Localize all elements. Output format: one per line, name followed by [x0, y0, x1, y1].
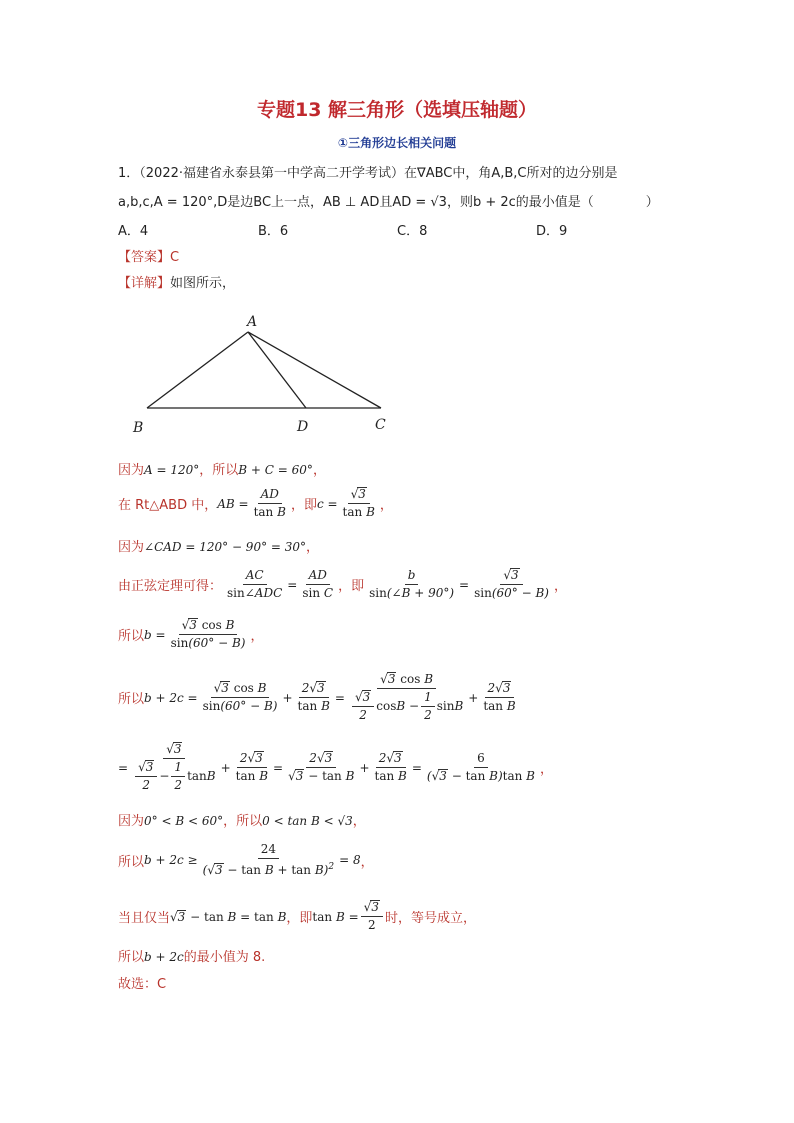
answer-value: C: [170, 250, 180, 265]
segment-ad: [248, 332, 306, 408]
option-a: A．4: [118, 224, 149, 239]
triangle-figure: [125, 305, 405, 440]
option-d: D．9: [536, 224, 568, 239]
option-b: B．6: [258, 224, 289, 239]
answer-label: 【答案】: [118, 250, 171, 265]
solution-line-12: 故选：C: [118, 977, 167, 992]
side-ab: [147, 332, 248, 408]
section-subtitle: ①三角形边长相关问题: [337, 136, 457, 150]
label-c: C: [375, 417, 386, 433]
side-ac: [248, 332, 381, 408]
solution-line-10: 当且仅当 √3 − tan B = tan B ，即 tan B = $\frac{√3}{2}$ 时，等号成立，: [118, 900, 476, 932]
label-d: D: [297, 419, 309, 435]
solution-line-2: 在 Rt△ABD 中， AB = $\frac{AD}{\text{tan B}}$ ，即 c = $\frac{√3}{\text{tan B}}$ ，: [118, 487, 393, 519]
solution-line-4: 由正弦定理可得： $\frac{AC}{\text{sin∠ADC}}$ = $\frac{AD}{\text{sin C}}$ ，即 $\frac{b}{\sin(\angle B + 90^\circ)}$ = $\frac{√3}{\sin(60^\circ - B)}$ ，: [118, 568, 567, 600]
question-line-2: a,b,c,A = 120°,D是边BC上一点，AB ⊥ AD且AD = √3，则b + 2c的最小值是（ ）: [118, 195, 659, 210]
solution-line-7: = √3 $\frac{√3}{2}$ − $\frac{1}{2}$ tan B + $\frac{2√3}{\text{tan B}}$ = $\frac{2√3}{\text{√3 − tan B}}$ + $\frac{2√3}{\text{tan B}}$ = $\frac{6}{\text{(√3 − tan B)tan B}}$ ，: [118, 742, 554, 792]
detail-text: 如图所示，: [170, 276, 236, 291]
option-c: C．8: [397, 224, 428, 239]
question-number: 1．: [118, 166, 140, 181]
solution-line-8: 因为0° < B < 60°，所以0 < tan B < √3，: [118, 814, 366, 829]
solution-line-11: 所以b + 2c的最小值为 8.: [118, 950, 266, 965]
question-line-1: [118, 162, 618, 181]
solution-line-3: 因为∠CAD = 120° − 90° = 30°，: [118, 540, 320, 555]
solution-line-9: 所以 b + 2c ≥ $\frac{24}{(√3 - \tan B + \tan B)^2}$ = 8 ，: [118, 842, 374, 877]
solution-line-6: 所以 b + 2c = $\frac{\text{√3 cos B}}{\sin(60^\circ - B)}$ + $\frac{2√3}{\text{tan B}}$ = √3 cos B $\frac{√3}{2}$ cos B − $\frac{1}{2}$ sin B + $\frac{2√3}{\text{tan B}}$: [118, 672, 516, 722]
question-text-1: 在∇ABC中，角A,B,C所对的边分别是: [404, 166, 618, 181]
detail-label: 【详解】: [118, 276, 171, 291]
page-title: 专题13 解三角形（选填压轴题）: [256, 99, 538, 121]
answer-line: [118, 246, 179, 265]
solution-line-5: 所以 b = $\frac{\text{√3 cos B}}{\sin(60^\circ - B)}$ ，: [118, 618, 264, 650]
label-b: B: [133, 420, 144, 436]
label-a: A: [247, 314, 258, 330]
solution-line-1: 因为A = 120°，所以B + C = 60°，: [118, 463, 326, 478]
detail-line: [118, 272, 235, 291]
question-source: （2022·福建省永泰县第一中学高二开学考试）: [139, 166, 404, 181]
